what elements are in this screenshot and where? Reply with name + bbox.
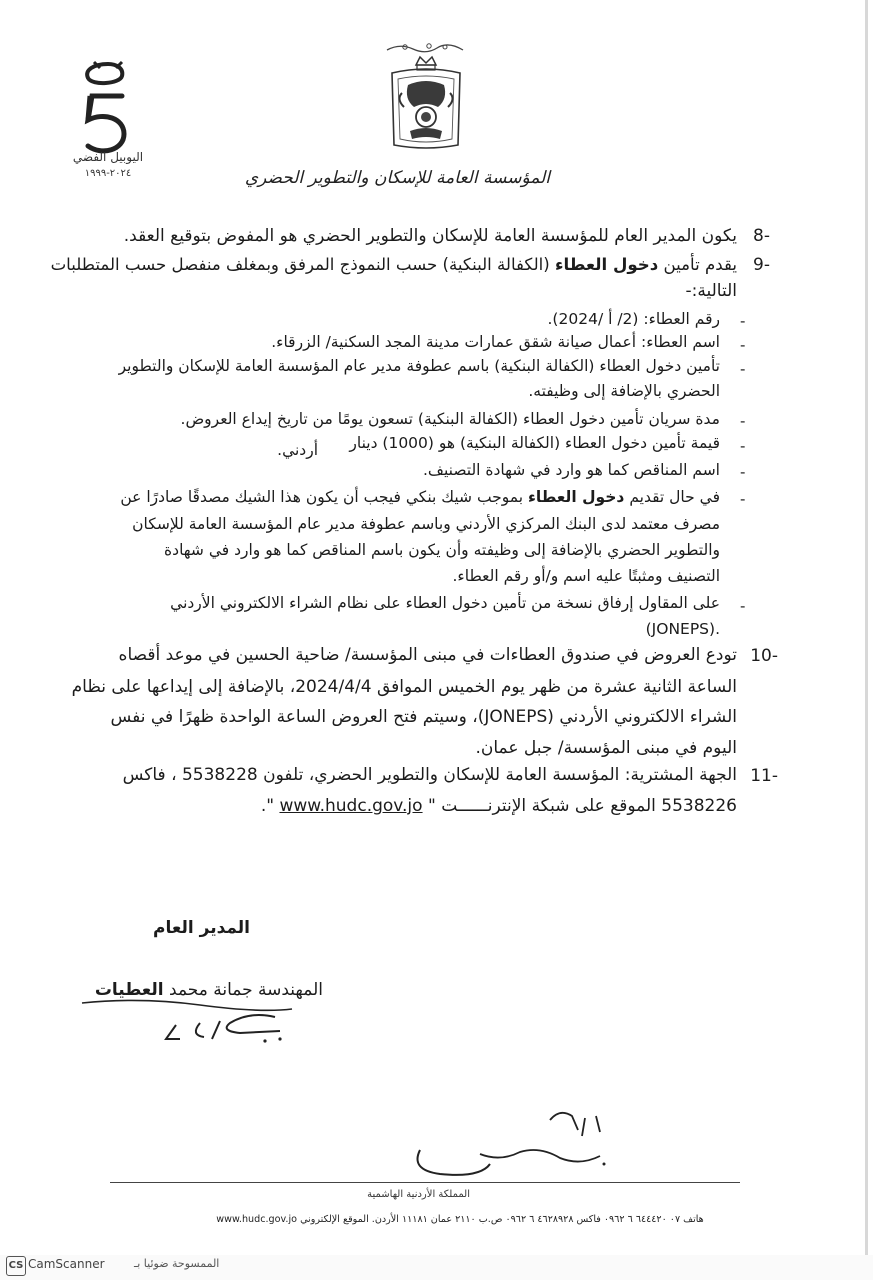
bullet-dash: - — [740, 312, 746, 330]
bullet-bid-bond-l2: الحضري بالإضافة إلى وظيفته. — [528, 382, 720, 400]
scanner-label-ar: الممسوحة ضوئيا بـ — [134, 1257, 220, 1270]
item-11-l2-text: 5538226 الموقع على شبكة الإنترنــــــت " — [427, 796, 737, 816]
bullet-bid-bond-l1: تأمين دخول العطاء (الكفالة البنكية) باسم عطوفة مدير عام المؤسسة العامة للإسكان والتطوير — [118, 357, 720, 375]
item-10-l1: تودع العروض في صندوق العطاءات في مبنى المؤسسة/ ضاحية الحسين في موعد أقصاه — [118, 645, 737, 665]
item-9-text-post: (الكفالة البنكية) حسب النموذج المرفق وبمغلف منفصل حسب المتطلبات — [50, 255, 550, 274]
item-9-number: 9- — [753, 255, 770, 275]
handwritten-signature-icon — [80, 995, 295, 1045]
bullet-value-l2: أردني. — [277, 441, 318, 459]
bullet-tender-number: رقم العطاء: (2/ أ /2024). — [547, 310, 720, 328]
bullet-joneps-l2: (JONEPS). — [645, 620, 720, 638]
item-11-l1: الجهة المشترية: المؤسسة العامة للإسكان والتطوير الحضري، تلفون 5538228 ، فاكس — [122, 765, 737, 785]
footer-kingdom: المملكة الأردنية الهاشمية — [367, 1189, 470, 1200]
item-10-l4: اليوم في مبنى المؤسسة/ جبل عمان. — [475, 738, 737, 758]
item-10-l2: الساعة الثانية عشرة من ظهر يوم الخميس الموافق 2024/4/4، بالإضافة إلى إيداعها على نظام — [71, 677, 737, 697]
bullet-joneps-l1: على المقاول إرفاق نسخة من تأمين دخول العطاء على نظام الشراء الالكتروني الأردني — [170, 594, 720, 612]
bullet-dash: - — [740, 597, 746, 615]
cheque-pre: في حال تقديم — [629, 488, 720, 506]
item-9-text — [51, 255, 737, 274]
bullet-dash: - — [740, 336, 746, 354]
item-8-number: 8- — [753, 226, 770, 246]
bullet-cheque-l4: التصنيف ومثبتًا عليه اسم و/أو رقم العطاء. — [452, 567, 720, 585]
signatory-name-bold: العطيات — [94, 980, 164, 1000]
footer-contact: هاتف ٠٧ ٦٤٤٤٢٠ ٦ ٠٩٦٢ فاكس ٤٦٢٨٩٢٨ ٦ ٠٩٦٢ ص.ب ٢١١٠ عمان ١١١٨١ الأردن. الموقع الإلكتروني www.hudc.gov.jo — [216, 1214, 704, 1225]
bullet-cheque-l3: والتطوير الحضري بالإضافة إلى وظيفته وأن يكون باسم المناقص كما هو وارد في شهادة — [164, 541, 720, 559]
scanner-bar — [0, 1255, 873, 1280]
signatory-name-pre: المهندسة جمانة محمد — [169, 980, 323, 1000]
scan-edge — [865, 0, 868, 1255]
bullet-tender-name: اسم العطاء: أعمال صيانة شقق عمارات مدينة المجد السكنية/ الزرقاء. — [271, 333, 720, 351]
bullet-dash: - — [740, 437, 746, 455]
footer-divider — [110, 1182, 740, 1183]
item-8-text: يكون المدير العام للمؤسسة العامة للإسكان والتطوير الحضري هو المفوض بتوقيع العقد. — [123, 226, 737, 246]
item-9-text-bold: دخول العطاء — [555, 255, 659, 274]
bullet-value-l1: قيمة تأمين دخول العطاء (الكفالة البنكية) هو (1000) دينار — [349, 434, 720, 452]
bullet-validity: مدة سريان تأمين دخول العطاء (الكفالة البنكية) تسعون يومًا من تاريخ إيداع العروض. — [180, 410, 720, 428]
item-10-l3: الشراء الالكتروني الأردني (JONEPS)، وسيتم فتح العروض الساعة الواحدة ظهرًا في نفس — [110, 707, 737, 727]
item-10-number: 10- — [750, 646, 778, 666]
item-9-text-cont: التالية:- — [685, 281, 737, 301]
scanner-label: CamScanner — [28, 1257, 105, 1271]
bullet-dash: - — [740, 463, 746, 481]
item-11-l2 — [261, 796, 737, 816]
cheque-bold: دخول العطاء — [527, 488, 625, 506]
website-link[interactable]: www.hudc.gov.jo — [279, 796, 423, 816]
jubilee-label: اليوبيل الفضي — [72, 150, 144, 164]
organization-name: المؤسسة العامة للإسكان والتطوير الحضري — [244, 168, 550, 188]
signatory-title: المدير العام — [153, 918, 250, 938]
royal-emblem-icon — [386, 55, 466, 155]
bullet-cheque-l1 — [120, 488, 720, 506]
camscanner-logo-icon: CS — [6, 1256, 26, 1276]
cheque-post: بموجب شيك بنكي فيجب أن يكون هذا الشيك مصدقًا صادرًا عن — [120, 488, 524, 506]
header-inscription — [385, 40, 465, 54]
bullet-dash: - — [740, 360, 746, 378]
bullet-cheque-l2: مصرف معتمد لدى البنك المركزي الأردني وباسم عطوفة مدير عام المؤسسة العامة للإسكان — [132, 515, 720, 533]
jubilee-years: ٢٠٢٤-١٩٩٩ — [84, 168, 132, 179]
bullet-dash: - — [740, 412, 746, 430]
handwritten-initials-icon — [410, 1100, 610, 1185]
bullet-bidder-name: اسم المناقص كما هو وارد في شهادة التصنيف. — [423, 461, 720, 479]
item-9-text-pre: يقدم تأمين — [663, 255, 737, 274]
item-11-number: 11- — [750, 766, 778, 786]
item-11-l2-end: ". — [260, 796, 275, 816]
bullet-dash: - — [740, 490, 746, 508]
